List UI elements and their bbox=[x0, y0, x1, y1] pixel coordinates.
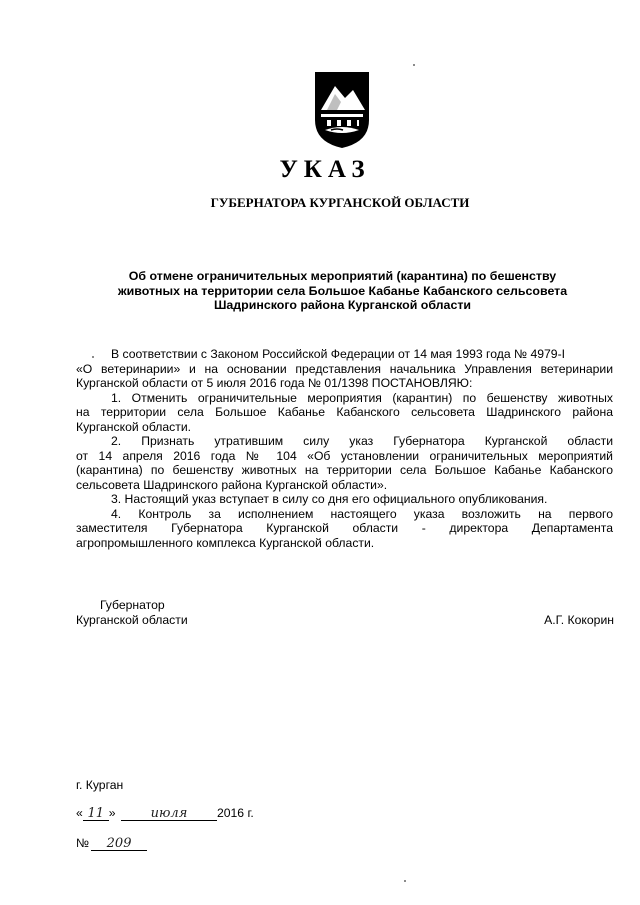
date-close-quote: » bbox=[108, 806, 116, 820]
signatory-title bbox=[76, 598, 188, 628]
document-subject bbox=[70, 269, 615, 313]
date-year: 2016 г. bbox=[216, 806, 254, 820]
subject-line: Об отмене ограничительных мероприятий (карантина) по бешенству bbox=[128, 269, 557, 283]
scan-speck bbox=[413, 64, 415, 66]
number-label: № bbox=[76, 836, 90, 850]
document-issuer: ГУБЕРНАТОРА КУРГАНСКОЙ ОБЛАСТИ bbox=[210, 195, 470, 210]
date-open-quote: « bbox=[76, 806, 83, 820]
body-line: (карантина) по бешенству животных на территории села Большое Кабанье Кабанского bbox=[76, 463, 613, 477]
body-line: «О ветеринарии» и на основании представления начальника Управления ветеринарии bbox=[76, 361, 613, 376]
issue-date bbox=[76, 806, 254, 821]
body-line: от 14 апреля 2016 года № 104 «Об установлении ограничительных мероприятий bbox=[76, 448, 613, 463]
document-title: УКАЗ bbox=[279, 156, 371, 183]
coat-of-arms-icon bbox=[307, 70, 377, 150]
date-month-handwritten: июля bbox=[121, 807, 217, 821]
body-line: Курганской области от 5 июля 2016 года № 01/1398 ПОСТАНОВЛЯЮ: bbox=[76, 376, 473, 390]
body-line: 4. Контроль за исполнением настоящего указа возложить на первого bbox=[111, 506, 613, 521]
scan-speck bbox=[92, 356, 94, 358]
signatory-position: Губернатор bbox=[100, 598, 165, 612]
scan-speck bbox=[404, 880, 406, 882]
body-line: 2. Признать утратившим силу указ Губернатора Курганской области bbox=[111, 434, 613, 448]
document-body bbox=[76, 347, 613, 550]
body-line: 3. Настоящий указ вступает в силу со дня его официального опубликования. bbox=[111, 492, 548, 506]
subject-line: Шадринского района Курганской области bbox=[213, 298, 472, 312]
body-line: агропромышленного комплекса Курганской области. bbox=[76, 535, 375, 550]
body-line: В соответствии с Законом Российской Федерации от 14 мая 1993 года № 4979-I bbox=[111, 347, 566, 361]
body-line: на территории села Большое Кабанье Кабанского сельсовета Шадринского района bbox=[76, 405, 613, 419]
document-number bbox=[76, 836, 147, 851]
issue-city: г. Курган bbox=[76, 778, 124, 792]
body-line: сельсовета Шадринского района Курганской области». bbox=[76, 477, 388, 492]
signatory-name: А.Г. Кокорин bbox=[544, 613, 614, 627]
number-handwritten: 209 bbox=[91, 837, 147, 851]
subject-line: животных на территории села Большое Кабанье Кабанского сельсовета bbox=[117, 283, 568, 298]
date-day-handwritten: 11 bbox=[83, 807, 109, 821]
body-line: Курганской области. bbox=[76, 419, 192, 434]
body-line: 1. Отменить ограничительные мероприятия (карантин) по бешенству животных bbox=[111, 390, 613, 405]
body-line: заместителя Губернатора Курганской области - директора Департамента bbox=[76, 521, 613, 535]
signatory-region: Курганской области bbox=[76, 613, 188, 627]
